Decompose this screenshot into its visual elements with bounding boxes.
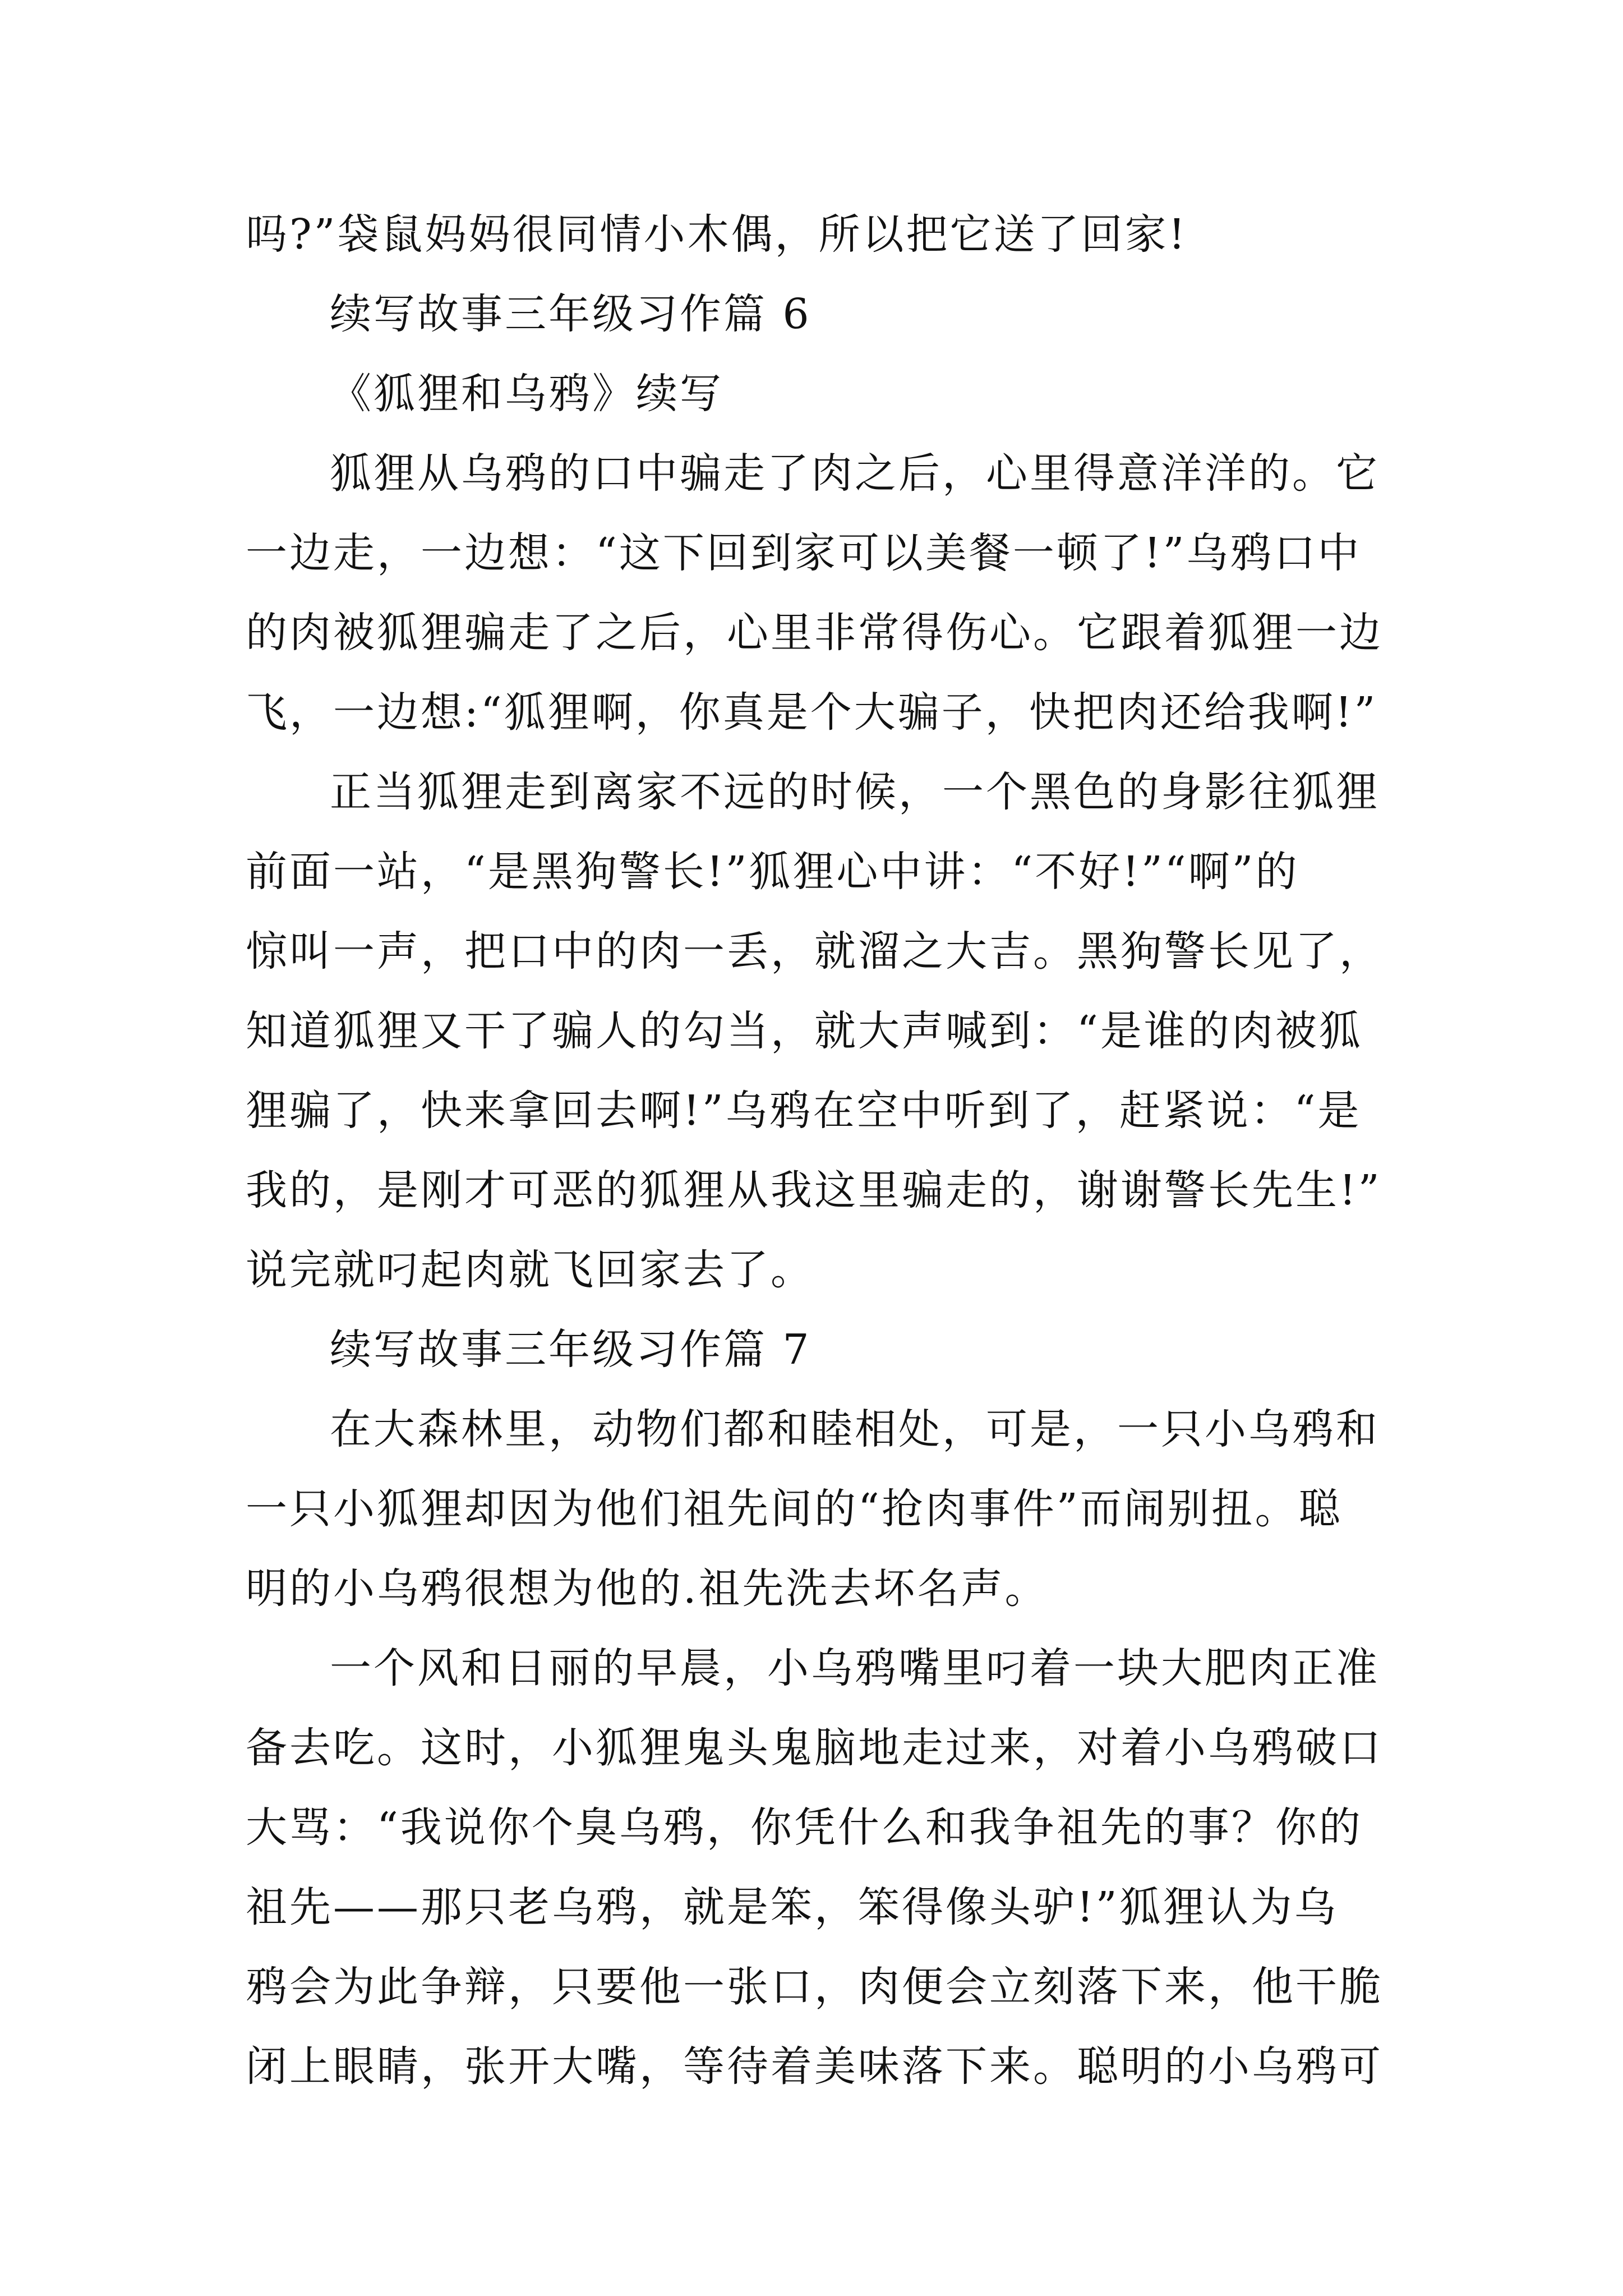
text-line: 在大森林里，动物们都和睦相处，可是，一只小乌鸦和: [330, 1405, 1380, 1453]
text-line: 一个风和日丽的早晨，小乌鸦嘴里叼着一块大肥肉正准: [330, 1644, 1380, 1692]
text-line: 正当狐狸走到离家不远的时候，一个黑色的身影往狐狸: [330, 768, 1380, 816]
section-heading: 续写故事三年级习作篇 6: [330, 290, 811, 338]
text-line: 狐狸从乌鸦的口中骗走了肉之后，心里得意洋洋的。它: [330, 449, 1380, 498]
story-title: 《狐狸和乌鸦》续写: [330, 370, 723, 418]
text-line: 闭上眼睛，张开大嘴，等待着美味落下来。聪明的小乌鸦可: [246, 2042, 1383, 2091]
text-line: 知道狐狸又干了骗人的勾当，就大声喊到：“是谁的肉被狐: [246, 1007, 1363, 1055]
text-line: 备去吃。这时，小狐狸鬼头鬼脑地走过来，对着小乌鸦破口: [246, 1724, 1383, 1772]
text-line: 祖先——那只老乌鸦，就是笨，笨得像头驴!”狐狸认为乌: [246, 1883, 1338, 1931]
text-line: 前面一站，“是黑狗警长!”狐狸心中讲：“不好!”“啊”的: [246, 848, 1299, 896]
text-line: 一只小狐狸却因为他们祖先间的“抢肉事件”而闹别扭。聪: [246, 1485, 1343, 1533]
text-line: 鸦会为此争辩，只要他一张口，肉便会立刻落下来，他干脆: [246, 1963, 1383, 2011]
text-line: 我的，是刚才可恶的狐狸从我这里骗走的，谢谢警长先生!”: [246, 1166, 1382, 1214]
text-line: 大骂：“我说你个臭乌鸦，你凭什么和我争祖先的事？你的: [246, 1803, 1363, 1852]
text-line: 的肉被狐狸骗走了之后，心里非常得伤心。它跟着狐狸一边: [246, 609, 1383, 657]
text-line: 一边走，一边想：“这下回到家可以美餐一顿了!”乌鸦口中: [246, 529, 1362, 577]
text-line: 狸骗了，快来拿回去啊!”乌鸦在空中听到了，赶紧说：“是: [246, 1087, 1362, 1135]
text-line: 吗?”袋鼠妈妈很同情小木偶，所以把它送了回家!: [246, 210, 1188, 259]
text-line: 惊叫一声，把口中的肉一丢，就溜之大吉。黑狗警长见了，: [246, 927, 1383, 976]
text-line: 说完就叼起肉就飞回家去了。: [246, 1246, 814, 1294]
text-line: 明的小乌鸦很想为他的.祖先洗去坏名声。: [246, 1565, 1049, 1613]
text-line: 飞，一边想:“狐狸啊，你真是个大骗子，快把肉还给我啊!”: [246, 688, 1378, 737]
section-heading: 续写故事三年级习作篇 7: [330, 1326, 811, 1374]
